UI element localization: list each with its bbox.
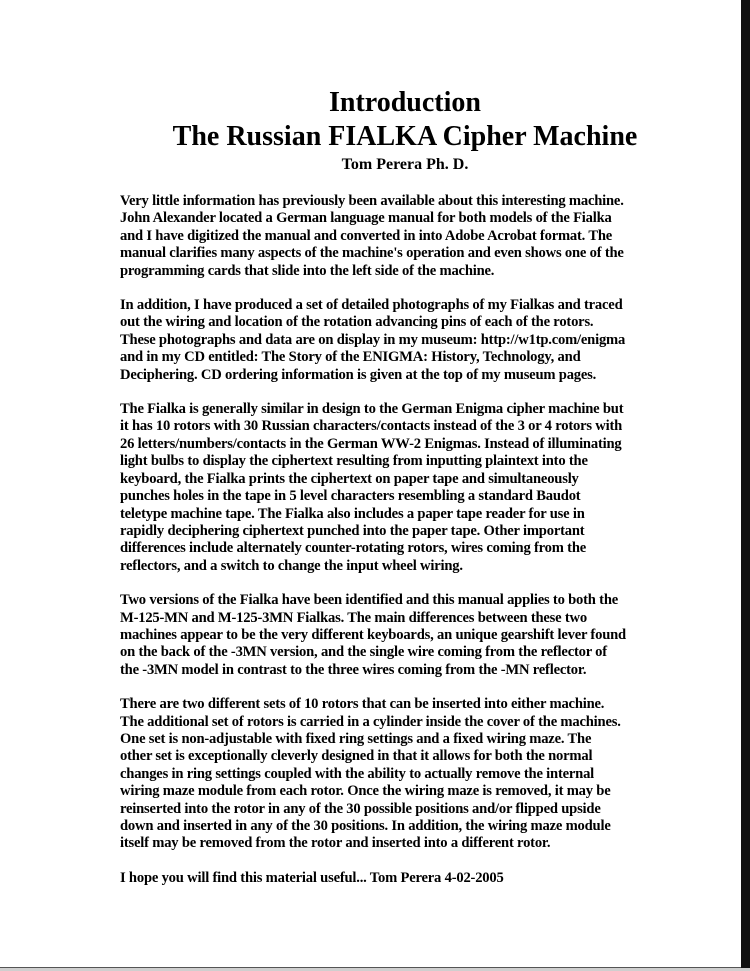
paragraph-line: and I have digitized the manual and converted in into Adobe Acrobat format. The <box>120 227 613 244</box>
paragraph-line: In addition, I have produced a set of detailed photographs of my Fialkas and traced <box>120 297 623 314</box>
paragraph-line: reinserted into the rotor in any of the 30 possible positions and/or flipped upside <box>120 800 601 817</box>
paragraph <box>120 696 686 853</box>
paragraph-line: punches holes in the tape in 5 level characters resembling a standard Baudot <box>120 488 581 505</box>
paragraph-line: 26 letters/numbers/contacts in the German WW-2 Enigmas. Instead of illuminating <box>120 435 622 452</box>
paragraph-line: other set is exceptionally cleverly designed in that it allows for both the normal <box>120 748 593 765</box>
paragraph-line: M-125-MN and M-125-3MN Fialkas. The main differences between these two <box>120 609 587 626</box>
paragraph-line: differences include alternately counter-rotating rotors, wires coming from the <box>120 540 587 557</box>
title-block <box>110 86 700 175</box>
paragraph-line: wiring maze module from each rotor. Once the wiring maze is removed, it may be <box>120 783 611 800</box>
paragraph-line: keyboard, the Fialka prints the ciphertext on paper tape and simultaneously <box>120 470 579 487</box>
paragraph-line: it has 10 rotors with 30 Russian characters/contacts instead of the 3 or 4 rotors with <box>120 418 623 435</box>
paragraph-line: The additional set of rotors is carried in a cylinder inside the cover of the machines. <box>120 713 621 730</box>
paragraph-line: There are two different sets of 10 rotors that can be inserted into either machine. <box>120 696 605 713</box>
document-body <box>120 193 686 887</box>
paragraph-line: These photographs and data are on display in my museum: http://w1tp.com/enigma <box>120 331 626 348</box>
paragraph-line: One set is non-adjustable with fixed ring settings and a fixed wiring maze. The <box>120 730 592 747</box>
paragraph-line: down and inserted in any of the 30 positions. In addition, the wiring maze module <box>120 818 611 834</box>
document-content <box>120 86 686 904</box>
paragraph-line: and in my CD entitled: The Story of the ENIGMA: History, Technology, and <box>120 349 581 366</box>
paragraph-line: Deciphering. CD ordering information is given at the top of my museum pages. <box>120 366 597 383</box>
document-author: Tom Perera Ph. D. <box>341 156 469 173</box>
paragraph <box>120 592 686 679</box>
paragraph-line: light bulbs to display the ciphertext resulting from inputting plaintext into the <box>120 453 588 470</box>
paragraph-line: machines appear to be the very different keyboards, an unique gearshift lever found <box>120 626 626 643</box>
paragraph-line: I hope you will find this material useful... Tom Perera 4-02-2005 <box>120 869 504 886</box>
paragraph-line: Very little information has previously been available about this interesting machine. <box>120 193 624 209</box>
paragraph-line: reflectors, and a switch to change the input wheel wiring. <box>120 557 463 574</box>
paragraph-line: changes in ring settings coupled with the ability to actually remove the internal <box>120 765 595 782</box>
paragraph-line: manual clarifies many aspects of the machine's operation and even shows one of the <box>120 245 624 262</box>
paragraph <box>120 193 686 280</box>
paragraph-line: The Fialka is generally similar in design to the German Enigma cipher machine but <box>120 401 624 418</box>
paragraph-line: programming cards that slide into the left side of the machine. <box>120 262 495 279</box>
paragraph <box>120 401 686 575</box>
paragraph-line: itself may be removed from the rotor and inserted into a different rotor. <box>120 835 551 852</box>
document-title-line-2: The Russian FIALKA Cipher Machine <box>172 121 638 152</box>
paragraph <box>120 297 686 384</box>
document-title-line-1: Introduction <box>329 87 481 118</box>
scan-right-edge <box>741 0 750 971</box>
paragraph-line: John Alexander located a German language manual for both models of the Fialka <box>120 210 612 227</box>
paragraph-line: rapidly deciphering ciphertext punched into the paper tape. Other important <box>120 522 585 539</box>
paragraph <box>120 870 686 887</box>
paragraph-line: the -3MN model in contrast to the three wires coming from the -MN reflector. <box>120 661 587 678</box>
paragraph-line: teletype machine tape. The Fialka also includes a paper tape reader for use in <box>120 505 585 522</box>
paragraph-line: on the back of the -3MN version, and the single wire coming from the reflector of <box>120 644 607 661</box>
paragraph-line: Two versions of the Fialka have been identified and this manual applies to both the <box>120 592 619 609</box>
paragraph-line: out the wiring and location of the rotation advancing pins of each of the rotors. <box>120 314 594 331</box>
